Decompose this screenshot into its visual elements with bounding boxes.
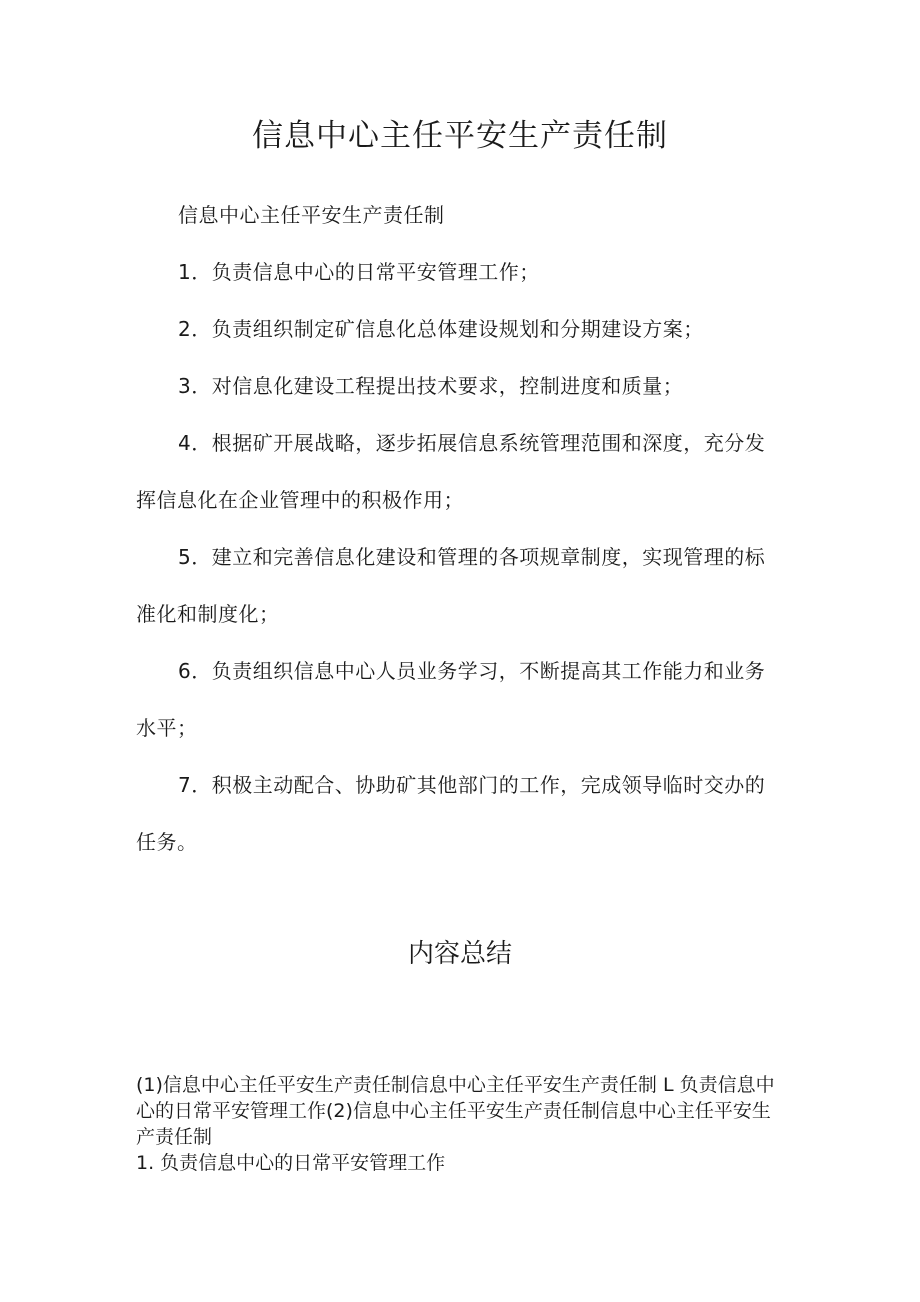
list-item: 3．对信息化建设工程提出技术要求，控制进度和质量； [178,374,684,398]
document-body [136,187,776,871]
list-item: 7．积极主动配合、协助矿其他部门的工作，完成领导临时交办的任务。 [136,773,766,854]
summary-title: 内容总结 [407,939,512,969]
summary-line: 1. 负责信息中心的日常平安管理工作 [136,1152,446,1174]
document-subtitle: 信息中心主任平安生产责任制 [178,203,445,227]
list-item: 2．负责组织制定矿信息化总体建设规划和分期建设方案； [178,317,704,341]
list-item: 6．负责组织信息中心人员业务学习，不断提高其工作能力和业务水平； [136,659,766,740]
list-item: 1．负责信息中心的日常平安管理工作； [178,260,540,284]
summary-body [136,1072,776,1176]
list-item: 5．建立和完善信息化建设和管理的各项规章制度，实现管理的标准化和制度化； [136,545,766,626]
summary-paragraph: (1)信息中心主任平安生产责任制信息中心主任平安生产责任制 L 负责信息中心的日常平安管理工作(2)信息中心主任平安生产责任制信息中心主任平安生产责任制 [136,1074,775,1148]
page-title: 信息中心主任平安生产责任制 [252,118,668,154]
list-item: 4．根据矿开展战略，逐步拓展信息系统管理范围和深度，充分发挥信息化在企业管理中的积极作用； [136,431,766,512]
